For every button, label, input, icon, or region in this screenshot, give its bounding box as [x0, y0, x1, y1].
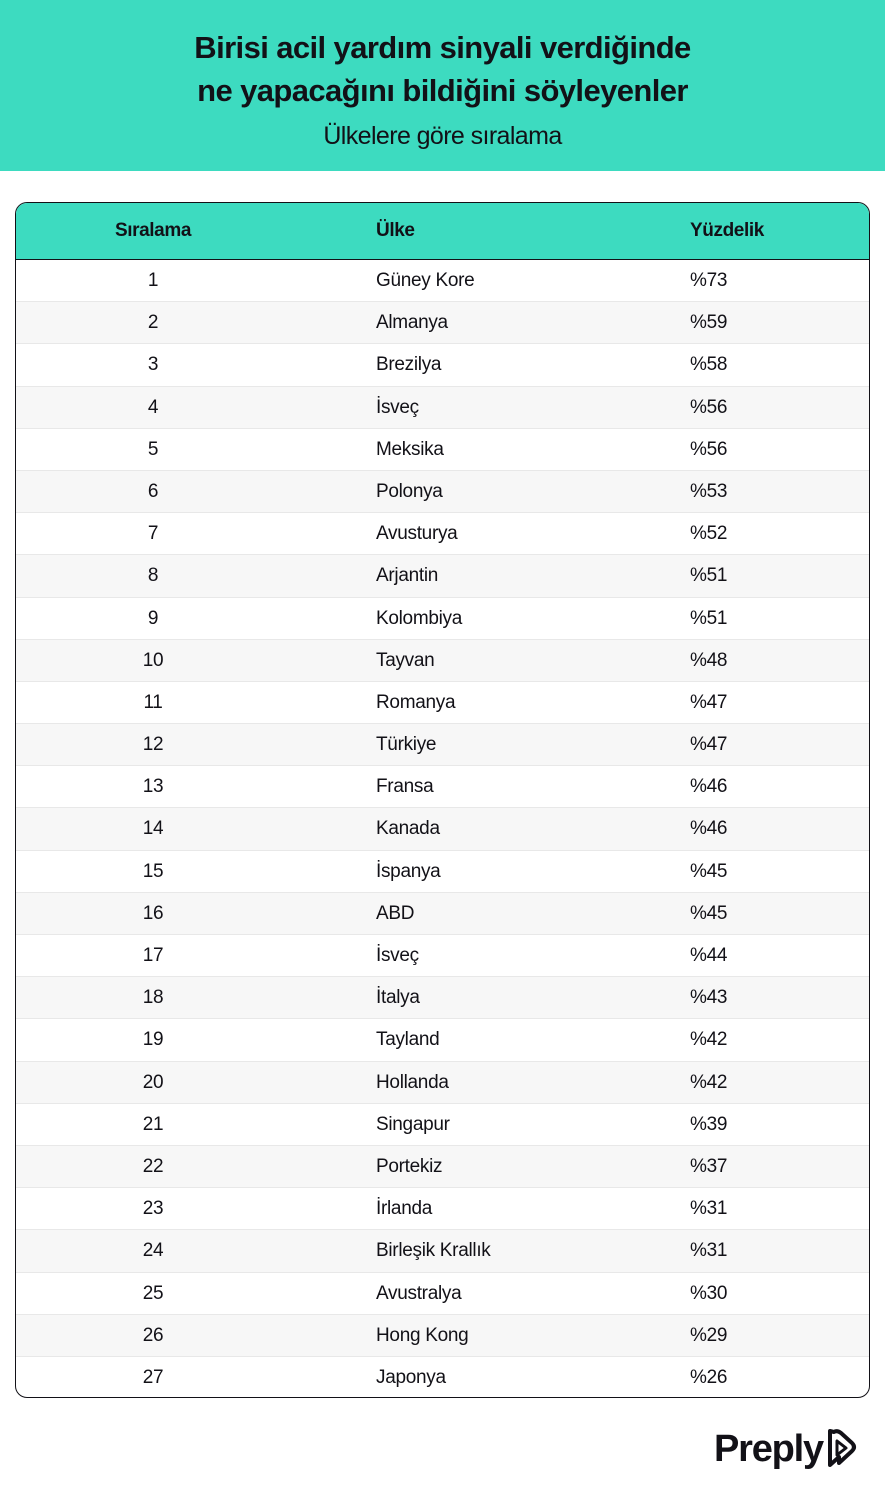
- table-row: [16, 1104, 869, 1146]
- rank-cell: 7: [147, 523, 159, 545]
- country-cell: Singapur: [376, 1113, 450, 1135]
- country-cell: İrlanda: [376, 1198, 432, 1220]
- rank-cell: 27: [142, 1366, 164, 1388]
- rank-cell: 10: [142, 649, 164, 671]
- table-row: [16, 935, 869, 977]
- percentage-cell: %51: [690, 565, 728, 587]
- rank-cell: 3: [147, 354, 159, 376]
- table-row: [16, 1146, 869, 1188]
- percentage-cell: %29: [690, 1324, 728, 1346]
- table-row: [16, 893, 869, 935]
- percentage-cell: %56: [690, 396, 728, 418]
- rank-cell: 22: [142, 1155, 164, 1177]
- rank-cell: 4: [147, 396, 159, 418]
- rank-cell: 11: [143, 691, 163, 713]
- table-row: [16, 344, 869, 386]
- table-row: [16, 640, 869, 682]
- column-header-rank: Sıralama: [114, 220, 192, 241]
- country-cell: Almanya: [376, 312, 448, 334]
- table-row: [16, 851, 869, 893]
- rank-cell: 15: [142, 860, 164, 882]
- percentage-cell: %44: [690, 945, 728, 966]
- table-row: [16, 977, 869, 1019]
- table-row: [16, 598, 869, 640]
- country-cell: Brezilya: [376, 354, 442, 376]
- percentage-cell: %26: [690, 1366, 728, 1388]
- country-cell: İsveç: [376, 945, 419, 966]
- preply-logo-icon: [825, 1427, 857, 1471]
- header-banner: [0, 0, 885, 171]
- rank-cell: 5: [147, 438, 159, 460]
- preply-logo: [714, 1424, 857, 1474]
- chart-subtitle: Ülkelere göre sıralama: [323, 122, 562, 150]
- table-row: [16, 513, 869, 555]
- table-row: [16, 1188, 869, 1230]
- country-cell: İsveç: [376, 396, 419, 418]
- country-cell: Portekiz: [376, 1155, 443, 1177]
- table-row: [16, 1357, 869, 1398]
- rank-cell: 16: [142, 902, 164, 924]
- percentage-cell: %58: [690, 354, 728, 376]
- country-cell: Hollanda: [376, 1071, 449, 1093]
- country-cell: Kanada: [376, 818, 440, 840]
- rank-cell: 17: [142, 945, 164, 966]
- rank-cell: 14: [142, 818, 164, 840]
- table-row: [16, 682, 869, 724]
- rank-cell: 23: [142, 1198, 164, 1220]
- percentage-cell: %47: [690, 734, 728, 756]
- table-row: [16, 808, 869, 850]
- country-cell: Meksika: [376, 438, 444, 460]
- country-cell: Avustralya: [376, 1282, 462, 1304]
- percentage-cell: %52: [690, 523, 728, 545]
- chart-title: [0, 26, 885, 112]
- country-cell: Türkiye: [376, 734, 437, 756]
- country-cell: Avusturya: [376, 523, 458, 545]
- rank-cell: 12: [142, 734, 164, 756]
- percentage-cell: %45: [690, 902, 728, 924]
- rank-cell: 24: [142, 1240, 164, 1262]
- percentage-cell: %56: [690, 438, 728, 460]
- rank-cell: 18: [142, 987, 164, 1009]
- table-row: [16, 260, 869, 302]
- percentage-cell: %39: [690, 1113, 728, 1135]
- percentage-cell: %48: [690, 649, 728, 671]
- rank-cell: 9: [147, 607, 159, 629]
- table-row: [16, 429, 869, 471]
- percentage-cell: %51: [690, 607, 728, 629]
- percentage-cell: %46: [690, 776, 728, 798]
- country-cell: İspanya: [376, 860, 441, 882]
- brand-name: Preply: [714, 1428, 823, 1470]
- country-cell: Fransa: [376, 776, 434, 798]
- rank-cell: 13: [142, 776, 164, 798]
- rank-cell: 21: [142, 1113, 164, 1135]
- rank-cell: 26: [142, 1324, 164, 1346]
- country-cell: Hong Kong: [376, 1324, 469, 1346]
- rank-cell: 25: [142, 1282, 164, 1304]
- ranking-table: [15, 202, 870, 1398]
- percentage-cell: %31: [690, 1198, 728, 1220]
- country-cell: Japonya: [376, 1366, 446, 1388]
- table-row: [16, 302, 869, 344]
- percentage-cell: %59: [690, 312, 728, 334]
- percentage-cell: %42: [690, 1071, 728, 1093]
- country-cell: Polonya: [376, 480, 443, 502]
- table-row: [16, 1315, 869, 1357]
- percentage-cell: %47: [690, 691, 728, 713]
- percentage-cell: %45: [690, 860, 728, 882]
- rank-cell: 6: [147, 480, 159, 502]
- table-body: [16, 260, 869, 1398]
- country-cell: Birleşik Krallık: [376, 1240, 491, 1262]
- country-cell: Arjantin: [376, 565, 439, 587]
- country-cell: Tayland: [376, 1029, 440, 1051]
- percentage-cell: %53: [690, 480, 728, 502]
- table-row: [16, 1230, 869, 1272]
- country-cell: İtalya: [376, 987, 420, 1009]
- rank-cell: 8: [147, 565, 159, 587]
- table-row: [16, 387, 869, 429]
- percentage-cell: %30: [690, 1282, 728, 1304]
- country-cell: Kolombiya: [376, 607, 463, 629]
- percentage-cell: %46: [690, 818, 728, 840]
- percentage-cell: %43: [690, 987, 728, 1009]
- country-cell: ABD: [376, 902, 415, 924]
- percentage-cell: %37: [690, 1155, 728, 1177]
- table-row: [16, 1019, 869, 1061]
- table-row: [16, 724, 869, 766]
- country-cell: Romanya: [376, 691, 456, 713]
- table-row: [16, 471, 869, 513]
- country-cell: Güney Kore: [376, 270, 475, 291]
- table-row: [16, 555, 869, 597]
- column-header-percentage: Yüzdelik: [690, 220, 764, 241]
- rank-cell: 19: [142, 1029, 164, 1051]
- title-line-2: ne yapacağını bildiğini söyleyenler: [197, 73, 688, 108]
- column-header-country: Ülke: [376, 220, 415, 241]
- rank-cell: 20: [142, 1071, 164, 1093]
- table-header: [16, 203, 869, 260]
- percentage-cell: %42: [690, 1029, 728, 1051]
- table-row: [16, 1273, 869, 1315]
- title-line-1: Birisi acil yardım sinyali verdiğinde: [194, 30, 691, 65]
- country-cell: Tayvan: [376, 649, 435, 671]
- percentage-cell: %73: [690, 270, 728, 291]
- table-row: [16, 1062, 869, 1104]
- table-row: [16, 766, 869, 808]
- rank-cell: 1: [147, 270, 159, 291]
- percentage-cell: %31: [690, 1240, 728, 1262]
- rank-cell: 2: [147, 312, 159, 334]
